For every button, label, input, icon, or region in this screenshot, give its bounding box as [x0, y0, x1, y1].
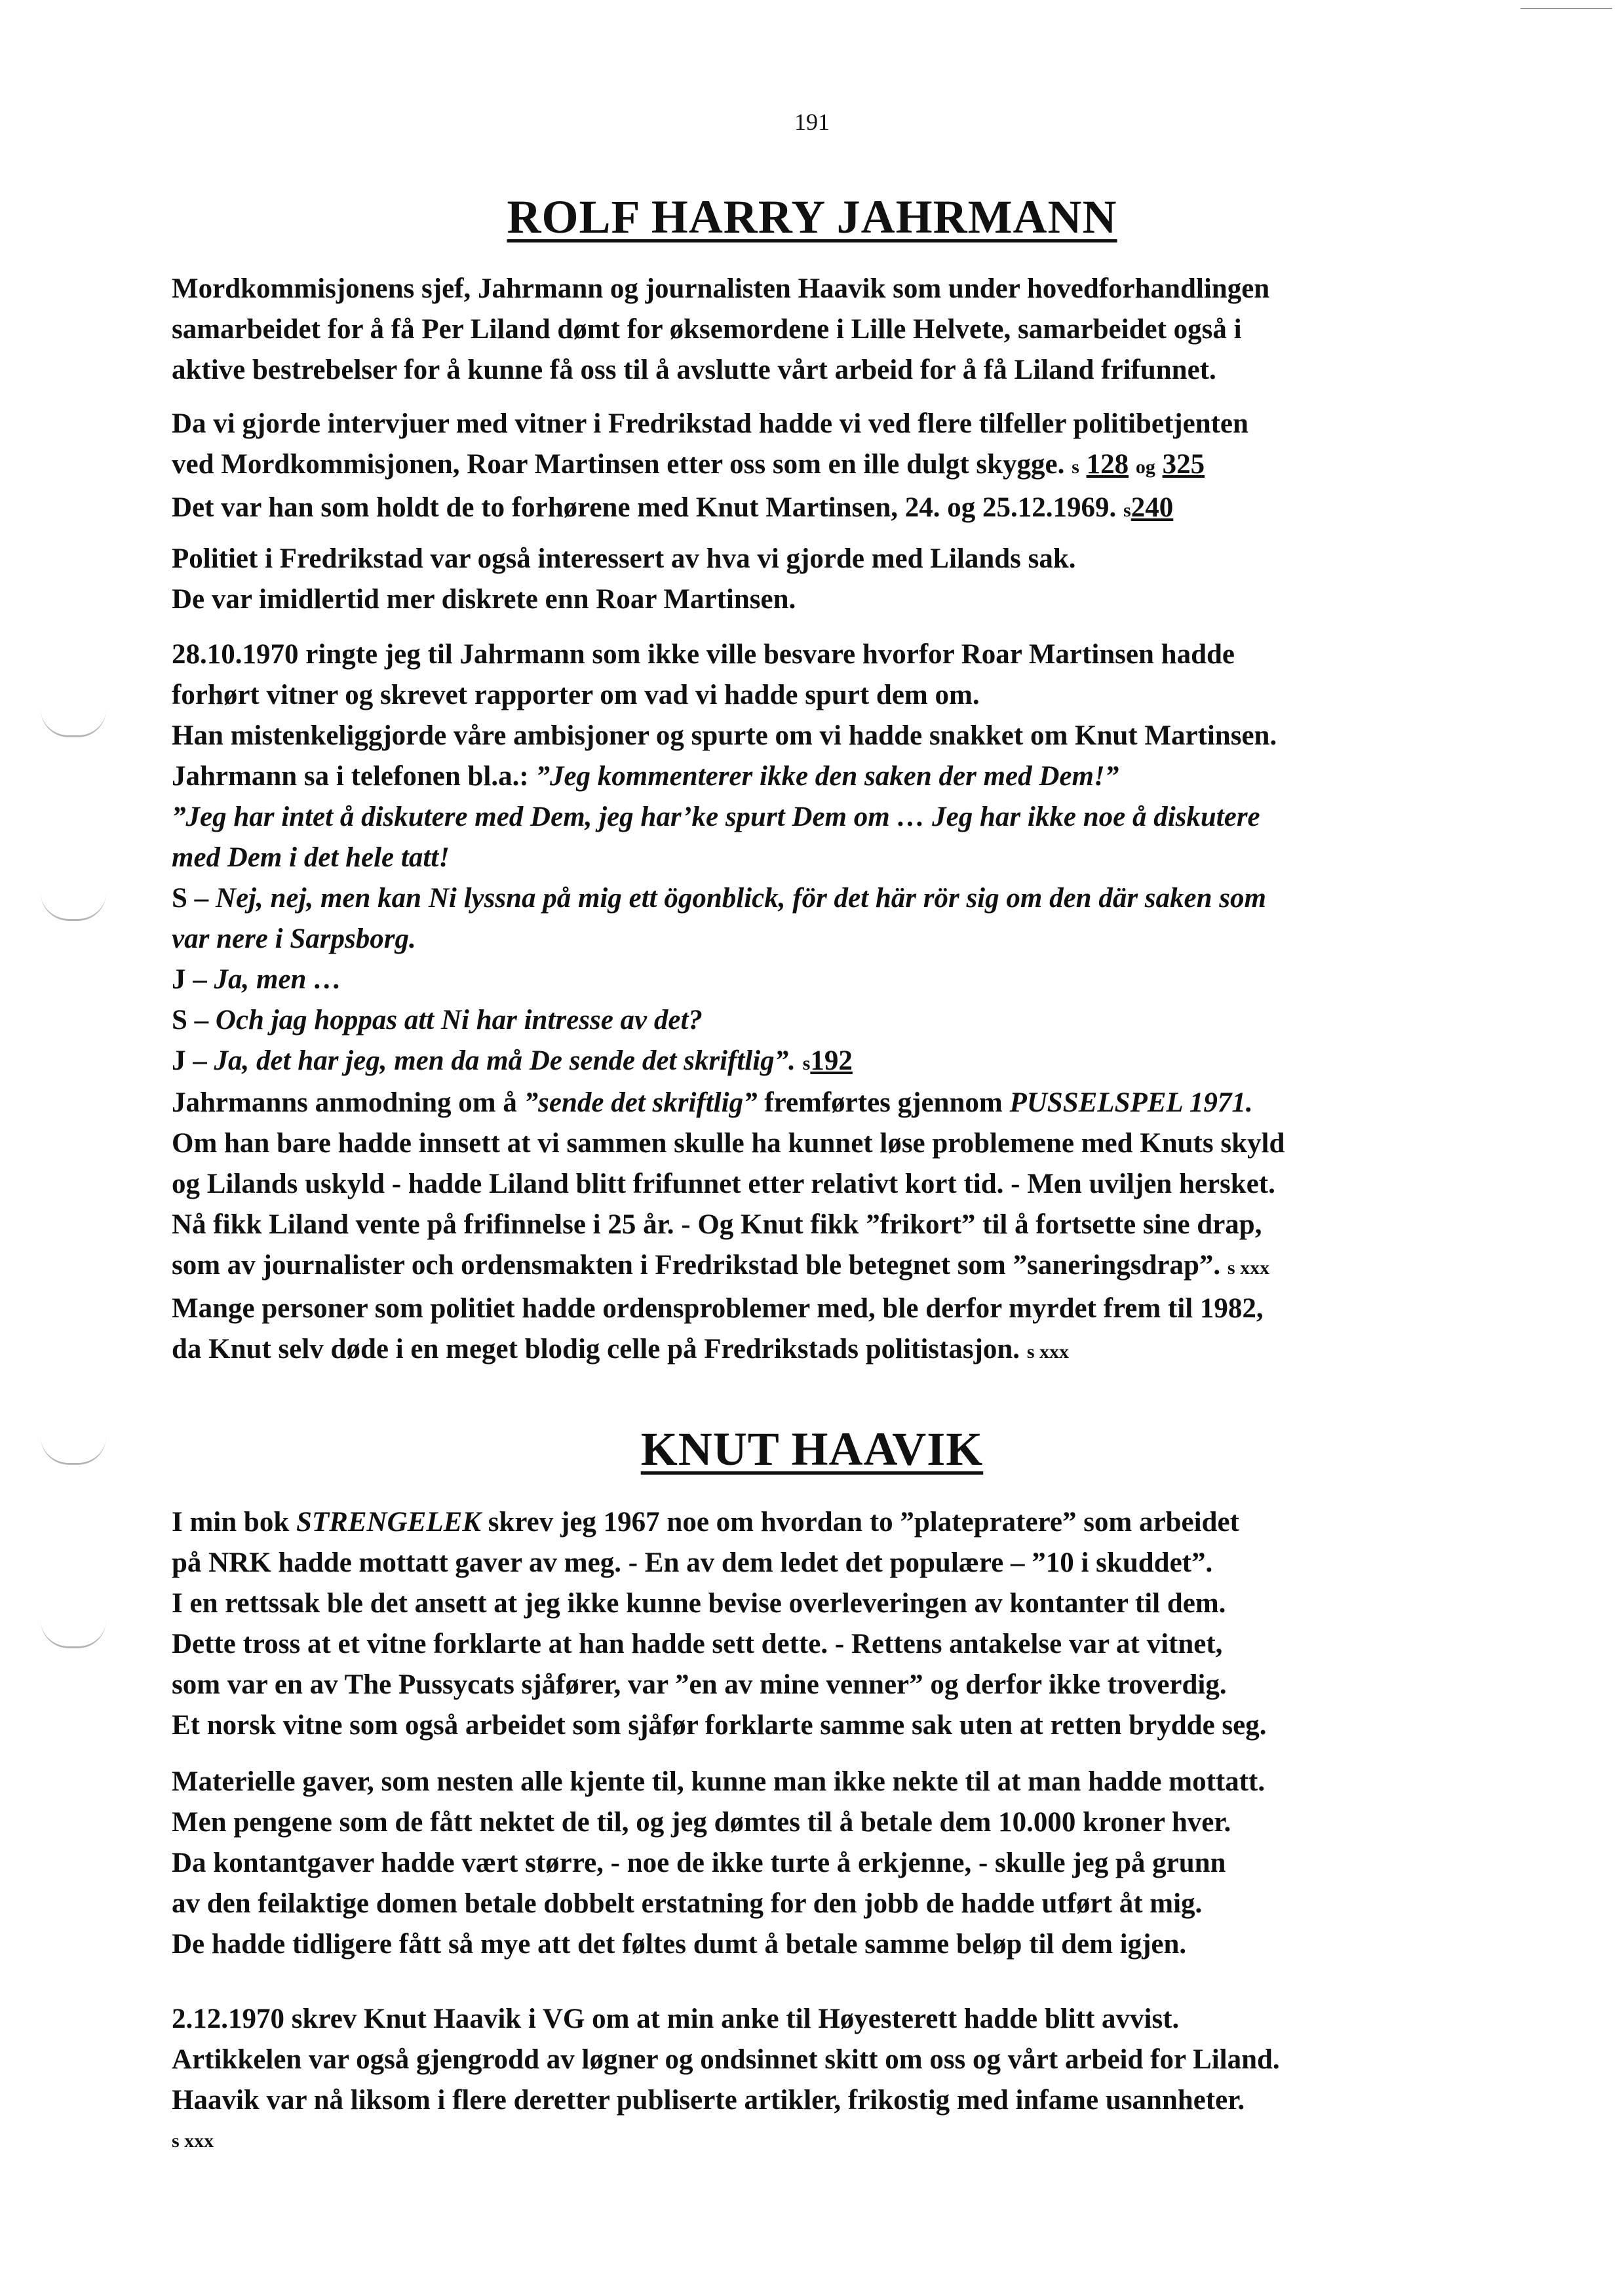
text-line: [172, 444, 1535, 488]
paragraph: [172, 1083, 1535, 1372]
page-number: 191: [794, 109, 830, 135]
page-ref: s xxx: [1227, 1257, 1270, 1279]
text-segment: skrev jeg 1967 noe om hvordan to ”platepratere” som arbeidet: [480, 1507, 1239, 1538]
quote-text: Och jag hoppas att Ni har intresse av det?: [215, 1005, 703, 1036]
quote-line: ”Jeg har intet å diskutere med Dem, jeg har’ke spurt Dem om … Jeg har ikke noe å diskutere: [172, 802, 1260, 832]
quote-text: Nej, nej, men kan Ni lyssna på mig ett ögonblick, för det här rör sig om den där saken som: [215, 883, 1266, 914]
dialogue-line: [172, 878, 1535, 919]
section-heading-knut-haavik: KNUT HAAVIK: [640, 1423, 984, 1475]
punch-hole-mark: [41, 1620, 106, 1648]
paragraph: [172, 1762, 1535, 1965]
speaker-label: J –: [172, 1045, 214, 1076]
text-line: De hadde tidligere fått så mye att det føltes dumt å betale samme beløp til dem igjen.: [172, 1929, 1187, 1960]
page-ref-label: og: [1135, 456, 1155, 478]
text-line: Da kontantgaver hadde vært større, - noe de ikke turte å erkjenne, - skulle jeg på grunn: [172, 1848, 1226, 1878]
text-line: 28.10.1970 ringte jeg til Jahrmann som ikke ville besvare hvorfor Roar Martinsen hadde: [172, 639, 1235, 670]
paragraph: [172, 1999, 1535, 2161]
text-line: og Lilands uskyld - hadde Liland blitt frifunnet etter relativt kort tid. - Men uviljen hersket.: [172, 1169, 1275, 1199]
page-ref: 325: [1162, 449, 1205, 480]
text-line: forhørt vitner og skrevet rapporter om vad vi hadde spurt dem om.: [172, 680, 980, 710]
text-segment: I min bok: [172, 1507, 296, 1538]
quote-line: var nere i Sarpsborg.: [172, 923, 416, 954]
book-title: STRENGELEK: [296, 1507, 481, 1538]
speaker-label: S –: [172, 883, 216, 914]
text-segment: da Knut selv døde i en meget blodig celle på Fredrikstads politistasjon.: [172, 1334, 1020, 1365]
text-line: Politiet i Fredrikstad var også interessert av hva vi gjorde med Lilands sak.: [172, 543, 1076, 574]
text-line: Et norsk vitne som også arbeidet som sjåfør forklarte samme sak uten at retten brydde seg.: [172, 1710, 1267, 1741]
text-line: Men pengene som de fått nektet de til, og jeg dømtes til å betale dem 10.000 kroner hver.: [172, 1807, 1231, 1838]
book-title: PUSSELSPEL 1971.: [1009, 1087, 1253, 1118]
speaker-label: J –: [172, 964, 214, 995]
text-line: [172, 1329, 1535, 1372]
paragraph: [172, 539, 1535, 620]
quote-text: Ja, det har jeg, men da må De sende det skriftlig”.: [214, 1045, 796, 1076]
text-line: Dette tross at et vitne forklarte at han hadde sett dette. - Rettens antakelse var at vitnet,: [172, 1629, 1223, 1659]
punch-hole-mark: [41, 893, 106, 921]
page-ref: 128: [1086, 449, 1129, 480]
punch-hole-mark: [41, 709, 106, 737]
text-line: Artikkelen var også gjengrodd av løgner og ondsinnet skitt om oss og vårt arbeid for Liland.: [172, 2044, 1280, 2075]
quote-text: Ja, men …: [214, 964, 342, 995]
text-line: [172, 1083, 1535, 1123]
section-heading-rolf-harry-jahrmann: ROLF HARRY JAHRMANN: [507, 191, 1117, 243]
text-line: Om han bare hadde innsett at vi sammen skulle ha kunnet løse problemene med Knuts skyld: [172, 1128, 1285, 1159]
page-ref: 240: [1131, 492, 1174, 523]
text-line: av den feilaktige domen betale dobbelt erstatning for den jobb de hadde utført åt mig.: [172, 1888, 1203, 1919]
dialogue-line: [172, 1000, 1535, 1041]
text-line: Da vi gjorde intervjuer med vitner i Fredrikstad hadde vi ved flere tilfeller politibetjenten: [172, 408, 1248, 439]
dialogue-paragraph: [172, 634, 1535, 1084]
text-line: Han mistenkeliggjorde våre ambisjoner og spurte om vi hadde snakket om Knut Martinsen.: [172, 720, 1277, 751]
text-line: De var imidlertid mer diskrete enn Roar Martinsen.: [172, 584, 796, 615]
text-line: Haavik var nå liksom i flere deretter publiserte artikler, frikostig med infame usannheter.: [172, 2085, 1245, 2116]
speaker-label: S –: [172, 1005, 216, 1036]
page-ref: s xxx: [172, 2130, 214, 2152]
text-segment: Det var han som holdt de to forhørene med Knut Martinsen, 24. og 25.12.1969.: [172, 492, 1117, 523]
page-ref: s xxx: [1026, 1341, 1069, 1363]
text-line: på NRK hadde mottatt gaver av meg. - En av dem ledet det populære – ”10 i skuddet”.: [172, 1547, 1213, 1578]
quote-text: ”Jeg kommenterer ikke den saken der med Dem!”: [535, 761, 1119, 792]
paragraph: [172, 269, 1535, 391]
text-segment: som av journalister och ordensmakten i Fredrikstad ble betegnet som ”saneringsdrap”.: [172, 1250, 1221, 1281]
text-segment: Jahrmann sa i telefonen bl.a.:: [172, 761, 536, 792]
dialogue-line: [172, 959, 1535, 1000]
page-ref-label: s: [802, 1053, 811, 1074]
text-line: [172, 756, 1535, 797]
dialogue-line: [172, 1041, 1535, 1084]
text-segment: ved Mordkommisjonen, Roar Martinsen etter oss som en ille dulgt skygge.: [172, 449, 1065, 480]
page-ref-label: s: [1123, 499, 1131, 521]
text-line: Materielle gaver, som nesten alle kjente til, kunne man ikke nekte til at man hadde mottatt.: [172, 1766, 1266, 1797]
paragraph: [172, 1502, 1535, 1746]
text-line: aktive bestrebelser for å kunne få oss til å avslutte vårt arbeid for å få Liland frifunnet.: [172, 355, 1216, 385]
page-ref-label: s: [1072, 456, 1079, 478]
text-line: 2.12.1970 skrev Knut Haavik i VG om at min anke til Høyesterett hadde blitt avvist.: [172, 2004, 1180, 2034]
scan-edge-mark: [1520, 8, 1612, 9]
text-line: [172, 1245, 1535, 1288]
page-ref: 192: [810, 1045, 853, 1076]
text-line: [172, 488, 1535, 531]
text-line: Mordkommisjonens sjef, Jahrmann og journalisten Haavik som under hovedforhandlingen: [172, 273, 1270, 304]
text-segment: Jahrmanns anmodning om å: [172, 1087, 524, 1118]
text-line: [172, 1502, 1535, 1543]
text-line: I en rettssak ble det ansett at jeg ikke kunne bevise overleveringen av kontanter til dem.: [172, 1588, 1226, 1619]
text-segment: fremførtes gjennom: [757, 1087, 1010, 1118]
text-line: Mange personer som politiet hadde ordensproblemer med, ble derfor myrdet frem til 1982,: [172, 1293, 1264, 1324]
paragraph: [172, 404, 1535, 531]
quote-text: ”sende det skriftlig”: [524, 1087, 758, 1118]
text-line: Nå fikk Liland vente på frifinnelse i 25 år. - Og Knut fikk ”frikort” til å fortsette sine drap,: [172, 1209, 1262, 1240]
text-line: samarbeidet for å få Per Liland dømt for øksemordene i Lille Helvete, samarbeidet også i: [172, 314, 1242, 345]
text-line: som var en av The Pussycats sjåfører, var ”en av mine venner” og derfor ikke troverdig.: [172, 1669, 1227, 1700]
quote-line: med Dem i det hele tatt!: [172, 842, 450, 873]
